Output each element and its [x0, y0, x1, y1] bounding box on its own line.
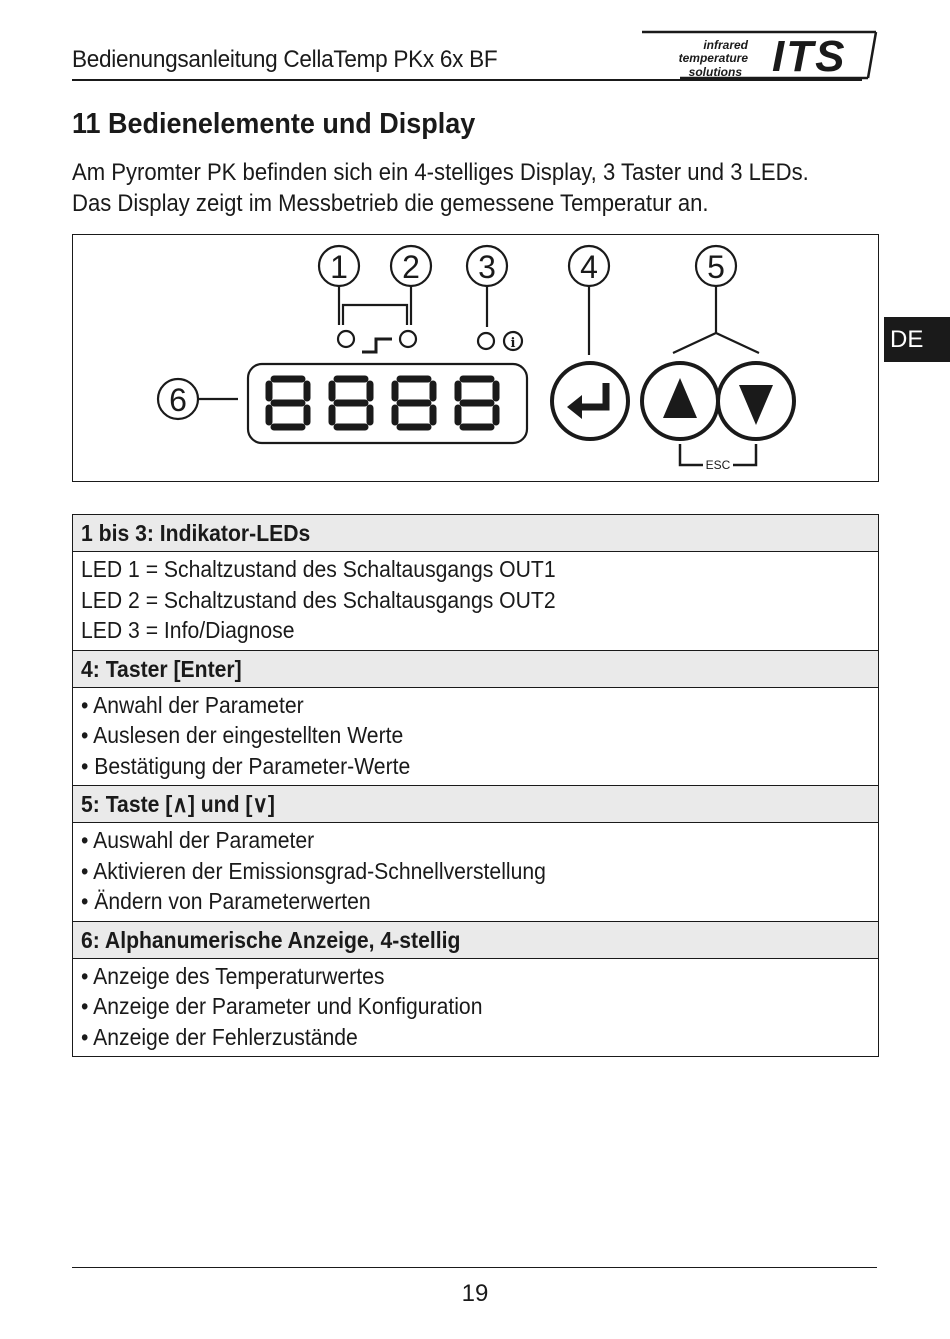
control-panel-figure: [72, 234, 879, 482]
footer-rule: [72, 1267, 877, 1268]
logo-text-infrared: infrared: [703, 38, 748, 52]
callout-5-number: 5: [707, 249, 725, 285]
table-body-display: [73, 959, 878, 1057]
down-triangle-icon: [739, 385, 773, 425]
its-logo: [640, 30, 880, 82]
table-line: • Anzeige der Parameter und Konfiguration: [81, 993, 483, 1019]
page-number: 19: [461, 1280, 489, 1307]
esc-label: ESC: [705, 458, 731, 472]
document-header-title: Bedienungsanleitung CellaTemp PKx 6x BF: [72, 46, 498, 73]
control-panel-diagram: [73, 235, 880, 483]
table-line: • Ändern von Parameterwerten: [81, 888, 371, 914]
callout-6-number: 6: [169, 382, 187, 418]
callout-3-number: 3: [478, 249, 496, 285]
enter-arrow-icon: [578, 383, 606, 407]
callout-1-number: 1: [330, 249, 348, 285]
logo-text-temperature: temperature: [678, 51, 748, 65]
table-body-arrows: [73, 823, 878, 922]
table-line: • Anwahl der Parameter: [81, 691, 304, 718]
table-heading-enter: 4: Taster [Enter]: [73, 651, 878, 688]
section-heading: 11 Bedienelemente und Display: [72, 108, 476, 140]
language-tab: DE: [884, 317, 950, 362]
logo-text-solutions: solutions: [688, 65, 742, 79]
info-glyph: i: [510, 336, 516, 351]
table-line: LED 3 = Info/Diagnose: [81, 617, 295, 643]
table-line: LED 2 = Schaltzustand des Schaltausgangs OUT2: [81, 586, 556, 613]
enter-button: [552, 363, 628, 439]
controls-table: [72, 514, 879, 1057]
callout-4-number: 4: [580, 249, 598, 285]
table-line: • Bestätigung der Parameter-Werte: [81, 752, 411, 779]
led-2: [400, 331, 416, 347]
table-line: • Auslesen der eingestellten Werte: [81, 722, 404, 748]
table-heading-display: 6: Alphanumerische Anzeige, 4-stellig: [73, 922, 878, 959]
table-body-leds: [73, 552, 878, 651]
callout-2-number: 2: [402, 249, 420, 285]
seven-segment-digits: [269, 379, 496, 427]
led-1: [338, 331, 354, 347]
table-line: • Anzeige des Temperaturwertes: [81, 962, 385, 989]
logo-mark-its: ITS: [772, 32, 847, 81]
table-line: LED 1 = Schaltzustand des Schaltausgangs OUT1: [81, 556, 556, 582]
table-line: • Auswahl der Parameter: [81, 827, 315, 853]
table-heading-arrows: 5: Taste [∧] und [∨]: [73, 786, 878, 823]
up-triangle-icon: [663, 378, 697, 418]
table-line: • Aktivieren der Emissionsgrad-Schnellverstellung: [81, 857, 546, 884]
led-3: [478, 333, 494, 349]
table-heading-leds: 1 bis 3: Indikator-LEDs: [73, 515, 878, 552]
enter-arrowhead: [567, 395, 582, 419]
intro-paragraph: Am Pyromter PK befinden sich ein 4-stelliges Display, 3 Taster und 3 LEDs. Das Display zeigt im Messbetrieb die gemessene Temperatur an.: [72, 159, 809, 217]
table-body-enter: [73, 688, 878, 787]
table-line: • Anzeige der Fehlerzustände: [81, 1023, 358, 1050]
